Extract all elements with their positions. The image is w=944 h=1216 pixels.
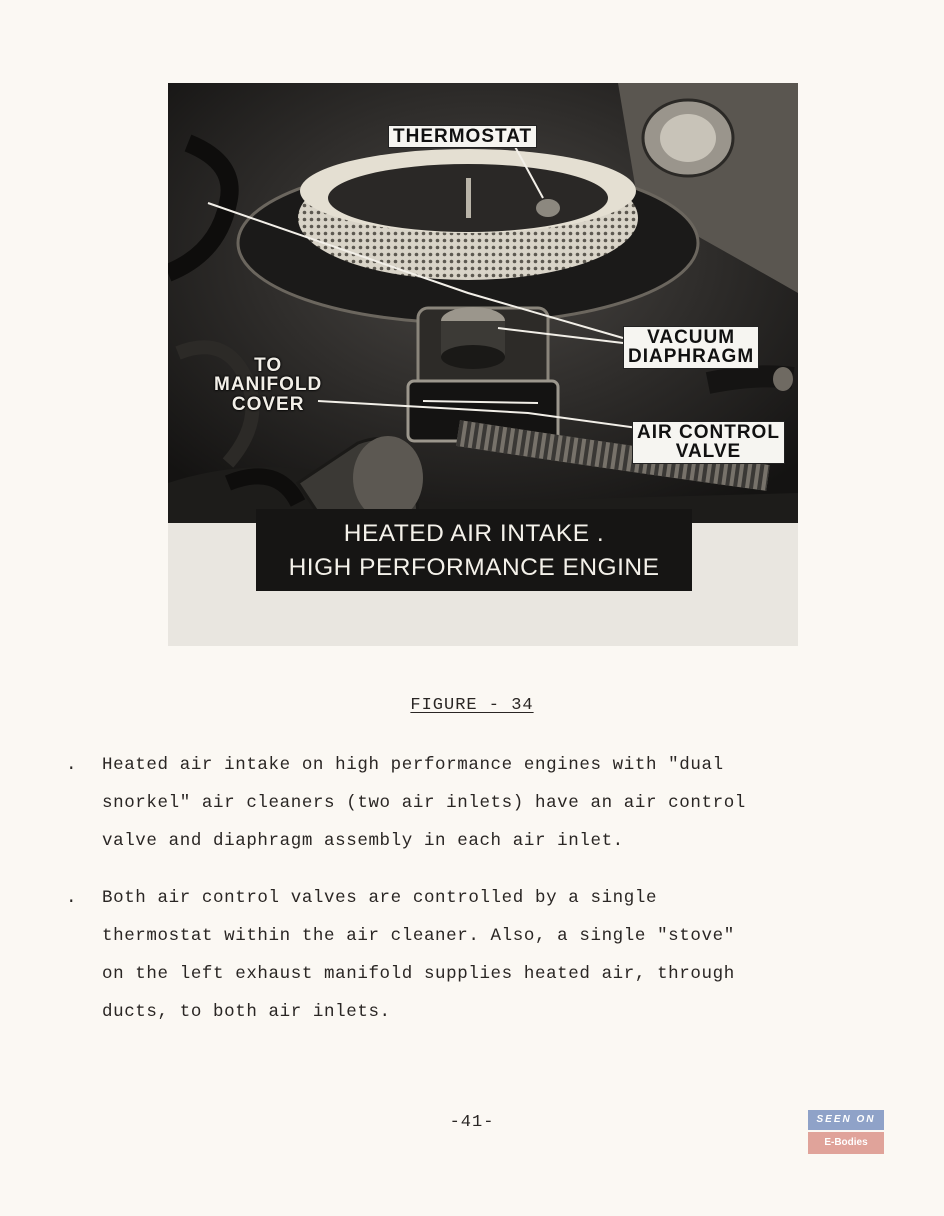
figure-title <box>0 696 944 715</box>
paragraph-line: on the left exhaust manifold supplies heated air, through <box>102 964 735 984</box>
badge-top: SEEN ON <box>808 1110 884 1130</box>
page-number: -41- <box>449 1113 495 1132</box>
figure-title-text: FIGURE - 34 <box>410 696 534 715</box>
paragraph-line: thermostat within the air cleaner. Also, a single "stove" <box>102 926 735 946</box>
badge-bottom: E-Bodies <box>808 1132 884 1154</box>
paragraph-1 <box>66 746 862 860</box>
engine-photo <box>168 83 798 646</box>
to-manifold-cover-label: TO MANIFOLD COVER <box>214 355 323 415</box>
photo-caption-line1: HEATED AIR INTAKE . <box>343 520 605 547</box>
air-control-valve-label: AIR CONTROL VALVE <box>632 421 785 464</box>
paragraph-line: valve and diaphragm assembly in each air inlet. <box>102 831 624 851</box>
paragraph-line: Both air control valves are controlled by a single <box>102 888 658 908</box>
paragraph-line: Heated air intake on high performance engines with "dual <box>102 755 724 775</box>
photo-caption-line2: HIGH PERFORMANCE ENGINE <box>288 554 660 581</box>
paragraph-2 <box>66 879 862 1031</box>
thermostat-label: THERMOSTAT <box>388 125 537 148</box>
paragraph-line: snorkel" air cleaners (two air inlets) have an air control <box>102 793 746 813</box>
vacuum-diaphragm-label: VACUUM DIAPHRAGM <box>623 326 759 369</box>
bullet: . <box>66 755 78 775</box>
paragraph-line: ducts, to both air inlets. <box>102 1002 391 1022</box>
watermark-badge <box>808 1110 884 1154</box>
bullet: . <box>66 888 78 908</box>
photo-caption <box>256 509 692 591</box>
